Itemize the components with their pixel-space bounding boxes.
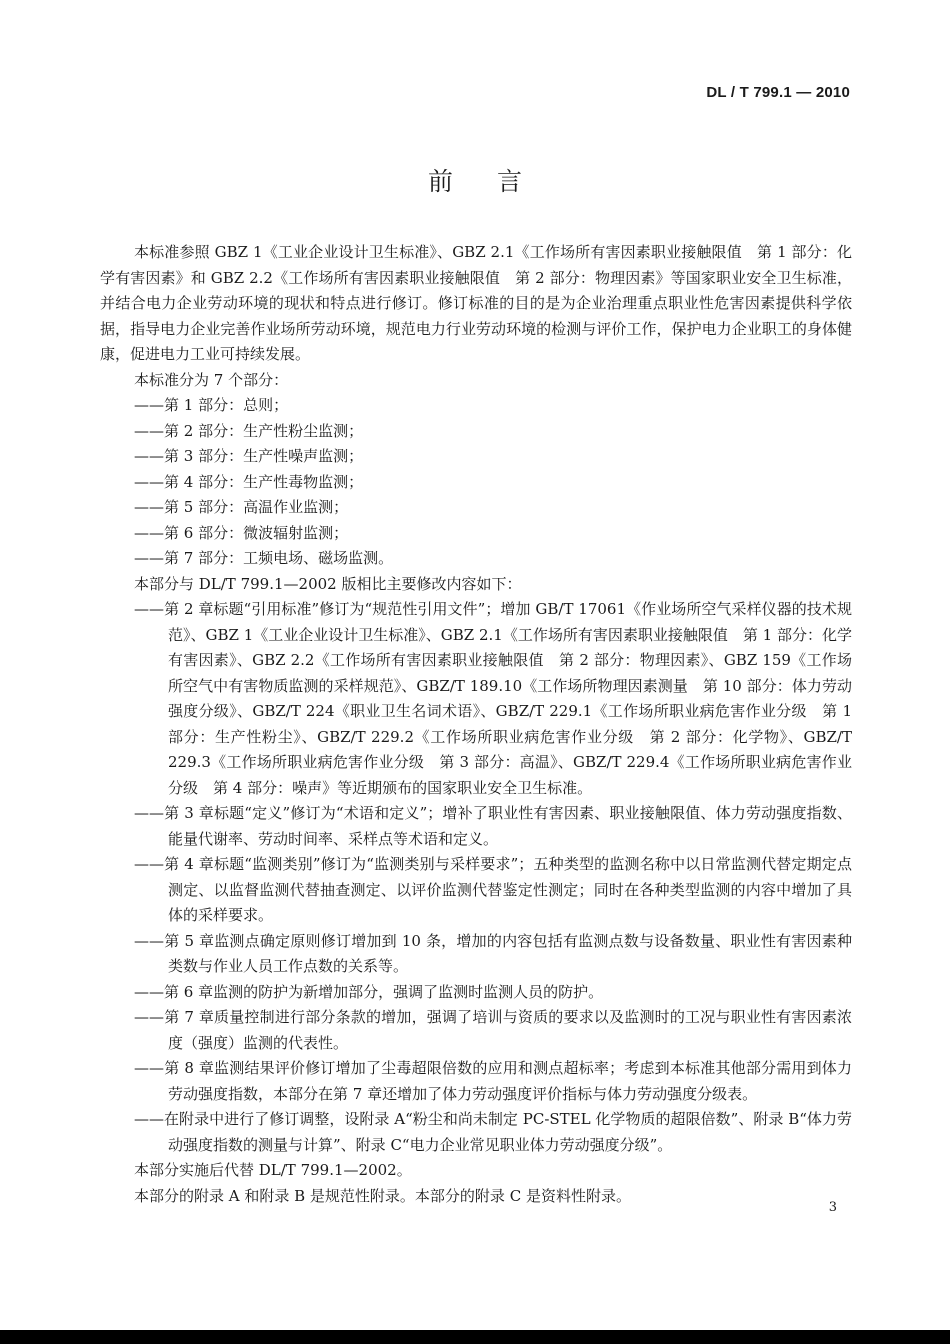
list-item: ——第 6 部分：微波辐射监测； [134,523,349,542]
intro-paragraph: 本标准参照 GBZ 1《工业企业设计卫生标准》、GBZ 2.1《工作场所有害因素职业接触限值 第 1 部分：化学有害因素》和 GBZ 2.2《工作场所有害因素职业接触限值 第 2 部分：物理因素》等国家职业安全卫生标准，并结合电力企业劳动环境的现状和特点进行修订。修订标准的目的是为企业治理重点职业性危害因素提供科学依据，指导电力企业完善作业场所劳动环境，规范电力行业劳动环境的检测与评价工作，保护电力企业职工的身体健康，促进电力工业可持续发展。 [100,243,852,363]
document-code: DL / T 799.1 — 2010 [706,84,850,101]
list-item: ——第 4 章标题“监测类别”修订为“监测类别与采样要求”；五种类型的监测名称中以日常监测代替定期定点测定、以监督监测代替抽查测定、以评价监测代替鉴定性测定；同时在各种类型监测的内容中增加了具体的采样要求。 [134,855,852,924]
list-item: ——第 7 部分：工频电场、磁场监测。 [134,549,394,567]
changes-intro: 本部分与 DL/T 799.1—2002 版相比主要修改内容如下： [134,574,522,593]
appendix-note: 本部分的附录 A 和附录 B 是规范性附录。本部分的附录 C 是资料性附录。 [134,1186,631,1205]
list-item: ——第 6 章监测的防护为新增加部分，强调了监测时监测人员的防护。 [134,982,604,1001]
list-item: ——在附录中进行了修订调整，设附录 A“粉尘和尚未制定 PC-STEL 化学物质的超限倍数”、附录 B“体力劳动强度指数的测量与计算”、附录 C“电力企业常见职业体力劳动强度分级”。 [134,1110,852,1154]
bottom-border [0,1330,950,1344]
page-number: 3 [828,1200,837,1215]
main-content [100,240,852,1209]
replace-note: 本部分实施后代替 DL/T 799.1—2002。 [134,1161,412,1179]
changes-list [100,597,852,1158]
page-title: 前言 [427,167,566,196]
list-item: ——第 8 章监测结果评价修订增加了尘毒超限倍数的应用和测点超标率；考虑到本标准其他部分需用到体力劳动强度指数，本部分在第 7 章还增加了体力劳动强度评价指标与体力劳动强度分级表。 [134,1059,852,1103]
list-item: ——第 3 章标题“定义”修订为“术语和定义”；增补了职业性有害因素、职业接触限值、体力劳动强度指数、能量代谢率、劳动时间率、采样点等术语和定义。 [134,804,852,848]
list-item: ——第 5 章监测点确定原则修订增加到 10 条，增加的内容包括有监测点数与设备数量、职业性有害因素种类数与作业人员工作点数的关系等。 [134,931,852,975]
list-item: ——第 3 部分：生产性噪声监测； [134,447,364,465]
parts-intro: 本标准分为 7 个部分： [134,370,289,389]
list-item: ——第 2 部分：生产性粉尘监测； [134,421,364,440]
list-item: ——第 4 部分：生产性毒物监测； [134,472,364,491]
list-item: ——第 2 章标题“引用标准”修订为“规范性引用文件”；增加 GB/T 17061《作业场所空气采样仪器的技术规范》、GBZ 1《工业企业设计卫生标准》、GBZ 2.1《工作场所有害因素职业接触限值 第 1 部分：化学有害因素》、GBZ 2.2《工作场所有害因素职业接触限值 第 2 部分：物理因素》、GBZ 159《工作场所空气中有害物质监测的采样规范》、GBZ/T 189.10《工作场所物理因素测量 第 10 部分：体力劳动强度分级》、GBZ/T 224《职业卫生名词术语》、GBZ/T 229.1《工作场所职业病危害作业分级 第 1 部分：生产性粉尘》、GBZ/T 229.2《工作场所职业病危害作业分级 第 2 部分：化学物》、GBZ/T 229.3《工作场所职业病危害作业分级 第 3 部分：高温》、GBZ/T 229.4《工作场所职业病危害作业分级 第 4 部分：噪声》等近期颁布的国家职业安全卫生标准。 [134,600,852,797]
parts-list [100,393,852,572]
list-item: ——第 7 章质量控制进行部分条款的增加，强调了培训与资质的要求以及监测时的工况与职业性有害因素浓度（强度）监测的代表性。 [134,1008,852,1052]
list-item: ——第 5 部分：高温作业监测； [134,498,349,516]
list-item: ——第 1 部分：总则； [134,396,289,414]
